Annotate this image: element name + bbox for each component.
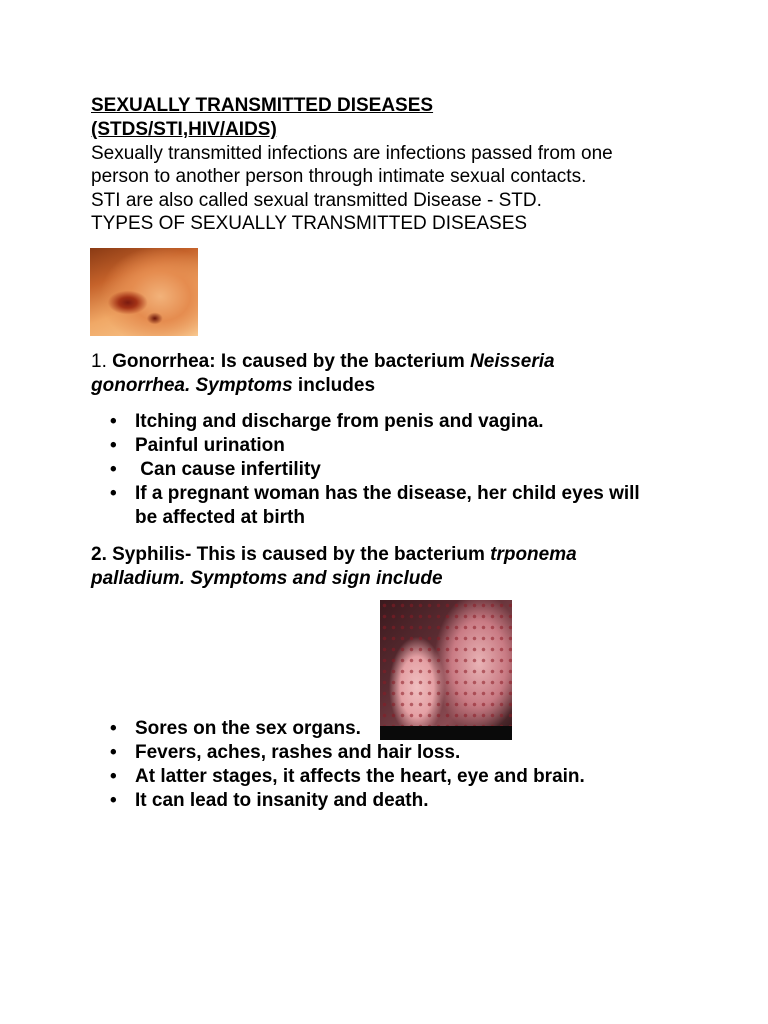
photo-caption-strip (380, 726, 512, 740)
bullet-icon: • (110, 790, 117, 811)
syphilis-bacterium: trponema (490, 544, 577, 565)
section-heading: TYPES OF SEXUALLY TRANSMITTED DISEASES (91, 213, 528, 234)
rash-texture (380, 600, 512, 740)
syphilis-species: palladium. Symptoms and sign include (91, 568, 443, 589)
gonorrhea-bacterium: Neisseria (470, 351, 555, 372)
list-item-text: Painful urination (135, 435, 285, 456)
gonorrhea-number: 1. (91, 351, 113, 372)
gonorrhea-title: Gonorrhea: Is caused by the bacterium (112, 351, 471, 372)
bullet-icon: • (110, 459, 117, 480)
syphilis-heading-cont (91, 567, 443, 590)
list-item-text: Sores on the sex organs. (135, 718, 361, 739)
syphilis-photo (380, 600, 512, 740)
list-item-text: Fevers, aches, rashes and hair loss. (135, 742, 461, 763)
bullet-icon: • (110, 718, 117, 739)
gonorrhea-heading-cont (91, 374, 375, 397)
list-item-text: If a pregnant woman has the disease, her child eyes will (135, 483, 640, 504)
syphilis-title: 2. Syphilis- This is caused by the bacterium (91, 544, 491, 565)
intro-line: STI are also called sexual transmitted Disease - STD. (91, 190, 542, 211)
list-item-text: It can lead to insanity and death. (135, 790, 429, 811)
bullet-icon: • (110, 435, 117, 456)
list-item-text: At latter stages, it affects the heart, eye and brain. (135, 766, 585, 787)
intro-line: person to another person through intimate sexual contacts. (91, 166, 587, 187)
page-subtitle: (STDS/STI,HIV/AIDS) (91, 119, 277, 140)
bullet-icon: • (110, 411, 117, 432)
bullet-icon: • (110, 766, 117, 787)
list-item-text: be affected at birth (135, 507, 305, 528)
intro-line: Sexually transmitted infections are infections passed from one (91, 143, 613, 164)
bullet-icon: • (110, 483, 117, 504)
gonorrhea-includes: includes (292, 375, 376, 396)
list-item-text: Can cause infertility (135, 459, 321, 480)
page-title: SEXUALLY TRANSMITTED DISEASES (91, 95, 434, 116)
bullet-icon: • (110, 742, 117, 763)
gonorrhea-photo (90, 248, 198, 336)
syphilis-heading (91, 543, 577, 566)
list-item-text: Itching and discharge from penis and vagina. (135, 411, 544, 432)
gonorrhea-species: gonorrhea. Symptoms (91, 375, 293, 396)
gonorrhea-heading (91, 350, 555, 373)
